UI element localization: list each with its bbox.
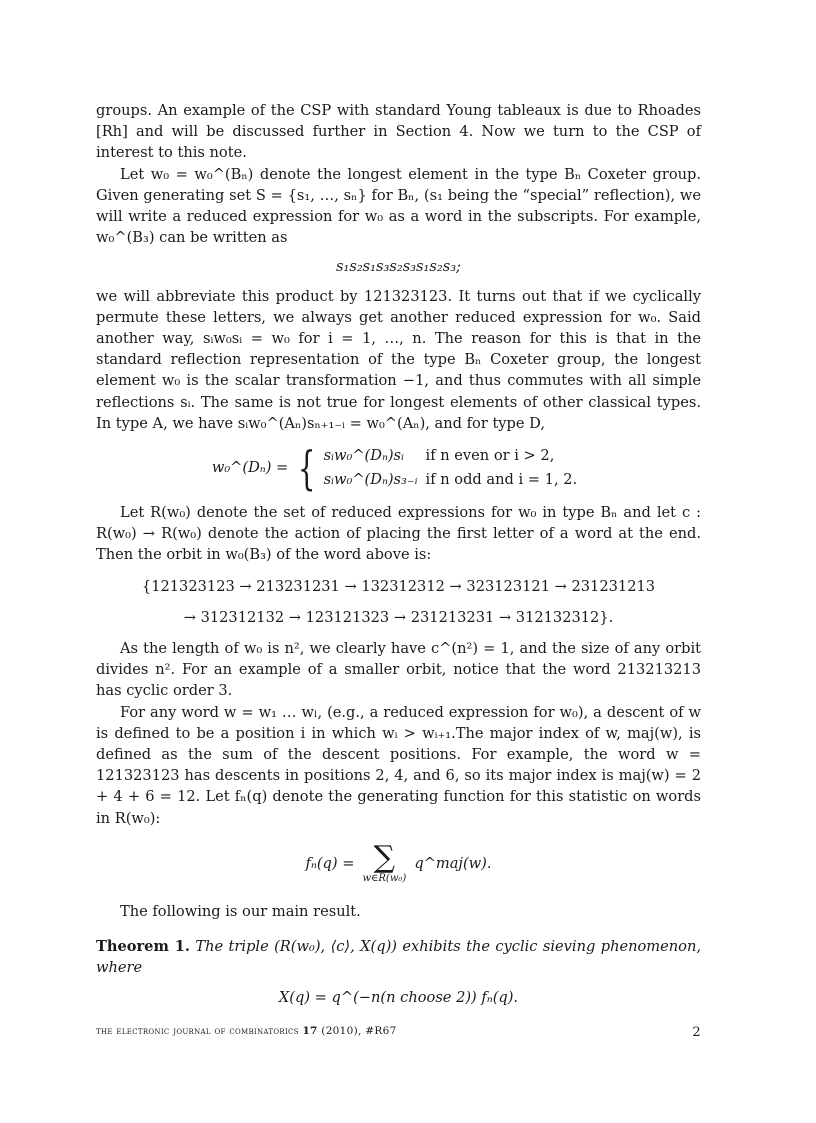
left-brace-icon: { [298, 441, 316, 496]
page-footer [96, 1025, 701, 1040]
page-body [96, 100, 701, 1016]
paragraph-4: Let R(w₀) denote the set of reduced expressions for w₀ in type Bₙ and let c : R(w₀) → R(w₀) denote the action of placing the first letter of a word at the end. Then the orbit in w₀(B₃) of the word above is: [96, 504, 701, 564]
case-cond: if n even or i > 2, [425, 447, 555, 465]
sum-lhs: fₙ(q) = [305, 855, 355, 873]
display-word: s₁s₂s₁s₃s₂s₃s₁s₂s₃; [336, 258, 461, 276]
paragraph-2: Let w₀ = w₀^(Bₙ) denote the longest element in the type Bₙ Coxeter group. Given generating set S = {s₁, …, sₙ} for Bₙ, (s₁ being the “special” reflection), we will write a reduced expression for w₀ as a word in the subscripts. For example, w₀^(B₃) can be written as [96, 165, 701, 247]
sigma-icon: ∑ [373, 839, 396, 875]
cases-lhs: w₀^(Dₙ) = [211, 459, 289, 477]
summation [362, 839, 407, 885]
paragraph-6: For any word w = w₁ … wₗ, (e.g., a reduced expression for w₀), a descent of w is defined to be a position i in which wᵢ > wᵢ₊₁.The major index of w, maj(w), is defined as the sum of the descent positions. For example, the word w = 121323123 has descents in positions 2, 4, and 6, so its major index is maj(w) = 2 + 4 + 6 = 12. Let fₙ(q) denote the generating function for this statistic on words in R(w₀): [96, 703, 701, 827]
journal-year-issue: (2010), #R67 [321, 1025, 397, 1037]
journal-volume: 17 [302, 1025, 318, 1037]
paragraph-3: we will abbreviate this product by 121323123. It turns out that if we cyclically permute these letters, we always get another reduced expression for w₀. Said another way, sᵢw₀sᵢ = w₀ for i = 1, …, n. The reason for this is that in the standard reflection representation of the type Bₙ Coxeter group, the longest element w₀ is the scalar transformation −1, and thus commutes with all simple reflections sᵢ. The same is not true for longest elements of other classical types. In type A, we have sᵢw₀^(Aₙ)sₙ₊₁₋ᵢ = w₀^(Aₙ), and for type D, [96, 287, 701, 432]
page-number: 2 [692, 1025, 701, 1040]
paragraph-1: groups. An example of the CSP with standard Young tableaux is due to Rhoades [Rh] and will be discussed further in Section 4. Now we turn to the CSP of interest to this note. [96, 102, 701, 162]
journal-name: the electronic journal of combinatorics [96, 1025, 299, 1037]
generating-function [96, 839, 701, 885]
type-d-cases [96, 441, 701, 496]
theorem-statement: The triple (R(w₀), ⟨c⟩, X(q)) exhibits the cyclic sieving phenomenon, where [96, 938, 701, 977]
theorem-label: Theorem 1. [96, 938, 190, 956]
paragraph-5: As the length of w₀ is n², we clearly have c^(n²) = 1, and the size of any orbit divides n². For an example of a smaller orbit, notice that the word 213213213 has cyclic order 3. [96, 640, 701, 700]
paragraph-7: The following is our main result. [120, 902, 361, 920]
cases-table [324, 444, 586, 492]
case-row [324, 444, 586, 468]
theorem-1 [96, 936, 701, 978]
sum-rhs: q^maj(w). [414, 855, 492, 873]
case-expr: sᵢw₀^(Dₙ)sᵢ [323, 447, 404, 465]
orbit-line-1: {121323123 → 213231231 → 132312312 → 323123121 → 231231213 [141, 577, 656, 595]
orbit-line-2: → 312312132 → 123121323 → 231213231 → 312132312}. [183, 608, 614, 626]
theorem-formula: X(q) = q^(−n(n choose 2)) fₙ(q). [278, 988, 519, 1006]
footer-citation [96, 1025, 397, 1040]
case-row [324, 468, 586, 492]
sum-index: w∈R(w₀) [362, 872, 407, 884]
case-cond: if n odd and i = 1, 2. [425, 471, 578, 489]
case-expr: sᵢw₀^(Dₙ)s₃₋ᵢ [323, 471, 418, 489]
